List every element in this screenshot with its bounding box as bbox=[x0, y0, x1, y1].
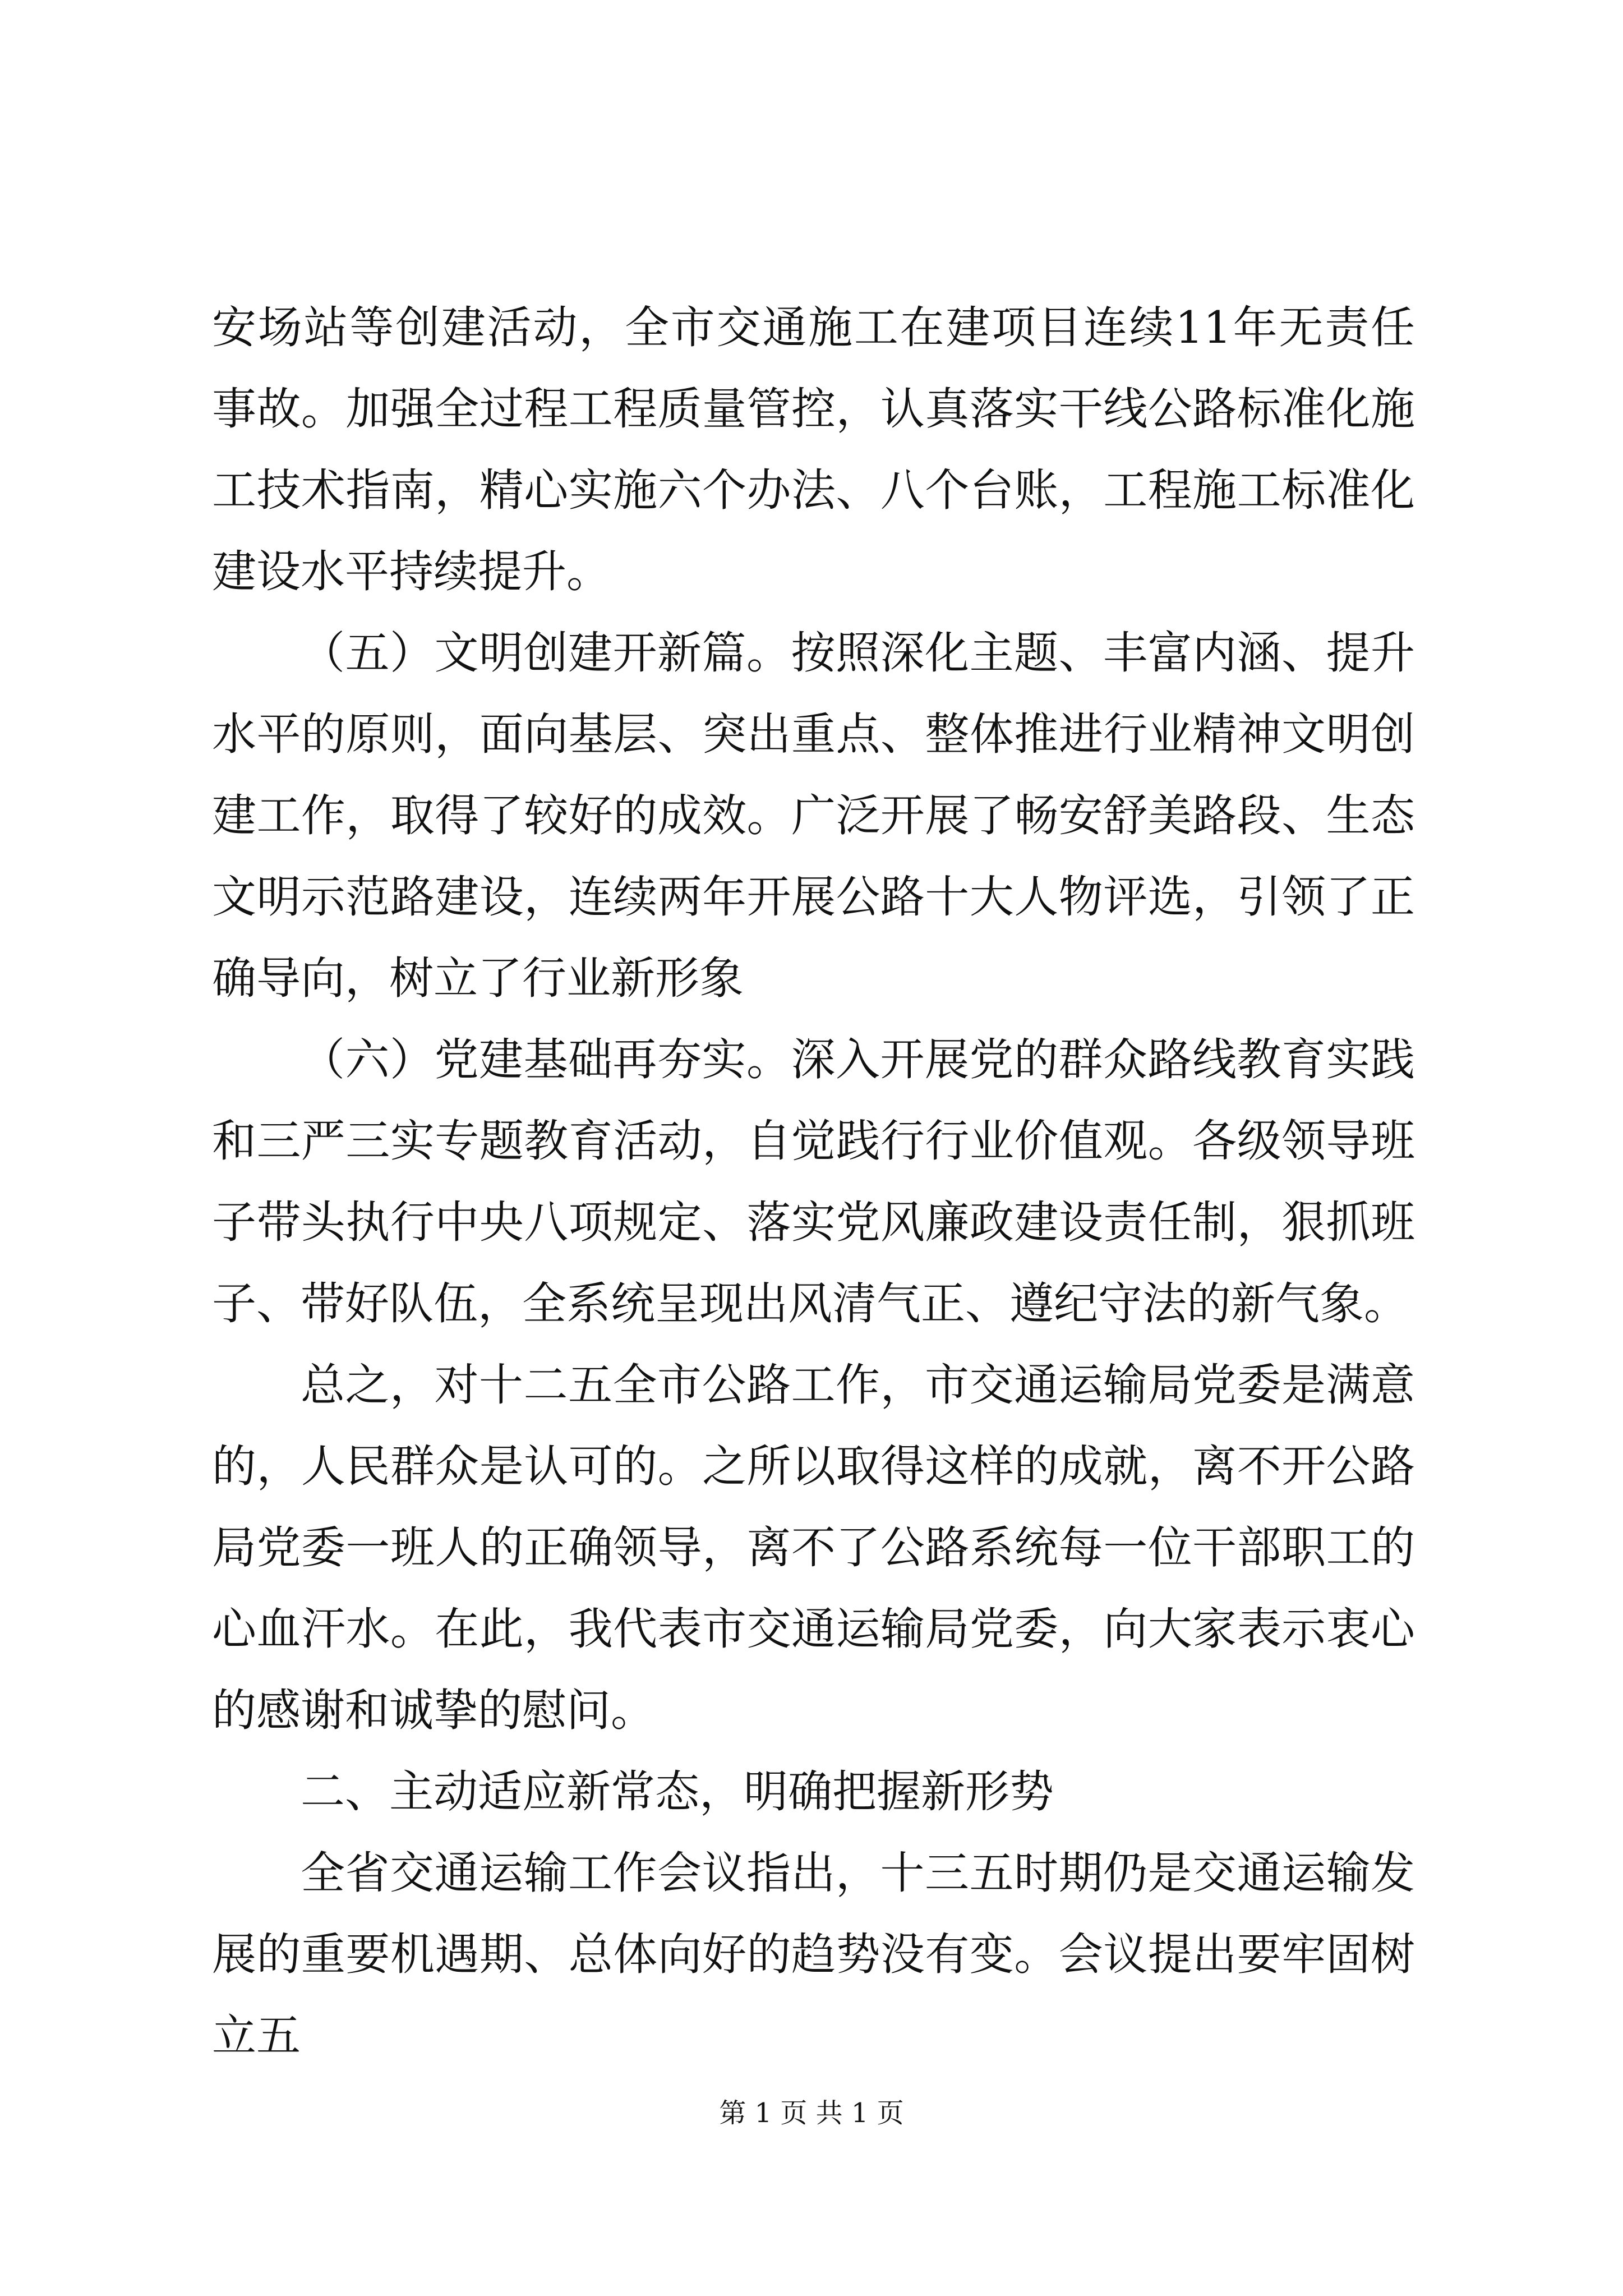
paragraph-section-five: （五）文明创建开新篇。按照深化主题、丰富内涵、提升水平的原则，面向基层、突出重点、整体推进行业精神文明创建工作，取得了较好的成效。广泛开展了畅安舒美路段、生态文明示范路建设，连续两年开展公路十大人物评选，引领了正确导向，树立了行业新形象 bbox=[212, 627, 1415, 1004]
page-footer: 第 1 页 共 1 页 bbox=[719, 2097, 904, 2129]
section-heading: 二、主动适应新常态，明确把握新形势 bbox=[301, 1766, 1054, 1818]
document-body bbox=[212, 287, 1415, 2077]
paragraph-summary: 总之，对十二五全市公路工作，市交通运输局党委是满意的，人民群众是认可的。之所以取得这样的成就，离不开公路局党委一班人的正确领导，离不了公路系统每一位干部职工的心血汗水。在此，我代表市交通运输局党委，向大家表示衷心的感谢和诚挚的慰问。 bbox=[212, 1359, 1415, 1736]
paragraph-section-six: （六）党建基础再夯实。深入开展党的群众路线教育实践和三严三实专题教育活动，自觉践行行业价值观。各级领导班子带头执行中央八项规定、落实党风廉政建设责任制，狠抓班子、带好队伍，全系统呈现出风清气正、遵纪守法的新气象。 bbox=[212, 1034, 1415, 1329]
paragraph-continuation: 安场站等创建活动，全市交通施工在建项目连续11年无责任事故。加强全过程工程质量管控，认真落实干线公路标准化施工技术指南，精心实施六个办法、八个台账，工程施工标准化建设水平持续提升。 bbox=[212, 302, 1415, 597]
paragraph-new-situation: 全省交通运输工作会议指出，十三五时期仍是交通运输发展的重要机遇期、总体向好的趋势没有变。会议提出要牢固树立五 bbox=[212, 1847, 1415, 2062]
